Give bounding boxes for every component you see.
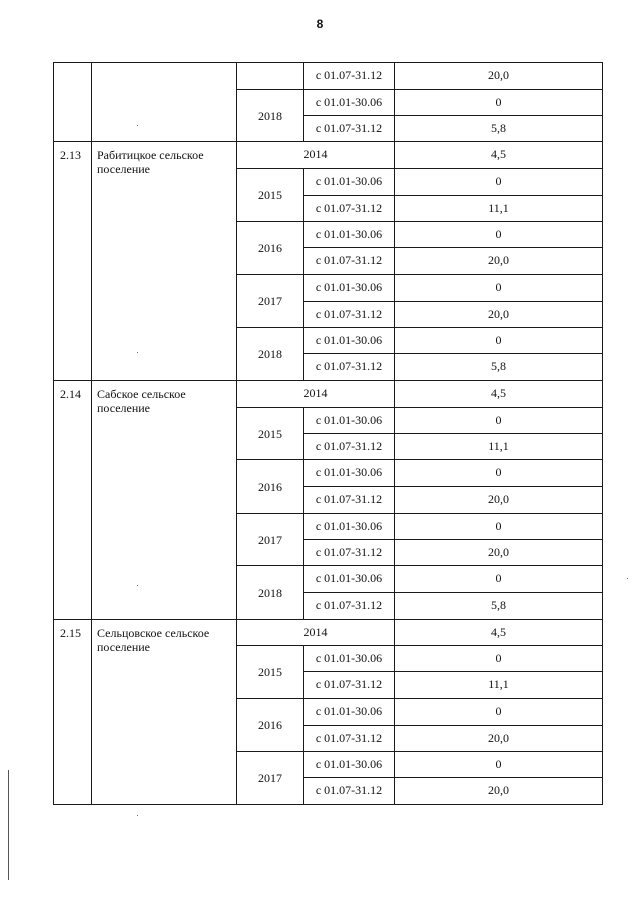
period-cell: с 01.07-31.12 [303,433,394,459]
period-cell: с 01.01-30.06 [303,327,394,353]
rate-cell: 0 [394,221,602,247]
rate-cell: 4,5 [394,380,602,407]
period-cell: с 01.01-30.06 [303,221,394,247]
period-cell: с 01.07-31.12 [303,353,394,380]
row-number-cell: 2.14 [53,380,91,619]
rate-cell: 11,1 [394,433,602,459]
period-cell: с 01.01-30.06 [303,698,394,725]
year-cell: 2015 [236,168,303,221]
period-cell: с 01.07-31.12 [303,301,394,327]
scan-speck [627,578,628,579]
rate-cell: 5,8 [394,592,602,619]
period-cell: с 01.07-31.12 [303,195,394,221]
year-cell: 2018 [236,89,303,141]
year-cell: 2017 [236,274,303,327]
settlement-name-cell: Сельцовское сельское поселение [91,619,236,804]
rate-cell: 0 [394,751,602,777]
period-cell: с 01.07-31.12 [303,115,394,141]
year-cell: 2015 [236,407,303,459]
year-cell: 2014 [236,141,394,168]
year-cell: 2015 [236,645,303,698]
rate-cell: 0 [394,274,602,301]
rate-cell: 20,0 [394,539,602,565]
settlement-name-cell: Сабское сельское поселение [91,380,236,619]
period-cell: с 01.07-31.12 [303,247,394,274]
period-cell: с 01.01-30.06 [303,89,394,115]
year-cell: 2014 [236,380,394,407]
rate-cell: 0 [394,168,602,195]
period-cell: с 01.07-31.12 [303,486,394,513]
scan-speck [137,125,138,126]
period-cell: с 01.01-30.06 [303,751,394,777]
tariff-table [53,62,602,805]
scan-margin-line [8,770,9,880]
rate-cell: 0 [394,513,602,539]
year-cell: 2014 [236,619,394,645]
rate-cell: 5,8 [394,353,602,380]
year-cell: 2016 [236,221,303,274]
period-cell: с 01.01-30.06 [303,459,394,486]
rate-cell: 11,1 [394,671,602,698]
row-number-cell [53,62,91,141]
rate-cell: 0 [394,459,602,486]
rate-cell: 5,8 [394,115,602,141]
period-cell: с 01.01-30.06 [303,565,394,592]
period-cell: с 01.01-30.06 [303,168,394,195]
scan-speck [137,585,138,586]
rate-cell: 11,1 [394,195,602,221]
rate-cell: 20,0 [394,301,602,327]
rate-cell: 0 [394,89,602,115]
rate-cell: 4,5 [394,619,602,645]
year-cell: 2017 [236,513,303,565]
table-right-border [602,62,603,804]
page-number: 8 [316,17,324,31]
rate-cell: 0 [394,407,602,433]
rate-cell: 20,0 [394,725,602,751]
rate-cell: 20,0 [394,486,602,513]
year-cell: 2016 [236,459,303,513]
rate-cell: 0 [394,565,602,592]
rate-cell: 0 [394,698,602,725]
row-number-cell: 2.15 [53,619,91,804]
period-cell: с 01.01-30.06 [303,645,394,671]
year-cell [236,62,303,89]
period-cell: с 01.01-30.06 [303,274,394,301]
year-cell: 2016 [236,698,303,751]
rate-cell: 20,0 [394,777,602,804]
scan-speck [137,352,138,353]
year-cell: 2018 [236,565,303,619]
period-cell: с 01.07-31.12 [303,592,394,619]
year-cell: 2018 [236,327,303,380]
scan-speck [137,815,138,816]
year-cell: 2017 [236,751,303,804]
settlement-name-cell: Рабитицкое сельское поселение [91,141,236,380]
settlement-name-cell [91,62,236,141]
rate-cell: 4,5 [394,141,602,168]
table-bottom-border [53,804,603,805]
rate-cell: 20,0 [394,62,602,89]
period-cell: с 01.01-30.06 [303,407,394,433]
period-cell: с 01.07-31.12 [303,671,394,698]
period-cell: с 01.07-31.12 [303,539,394,565]
period-cell: с 01.07-31.12 [303,62,394,89]
period-cell: с 01.07-31.12 [303,777,394,804]
period-cell: с 01.07-31.12 [303,725,394,751]
period-cell: с 01.01-30.06 [303,513,394,539]
rate-cell: 0 [394,645,602,671]
rate-cell: 0 [394,327,602,353]
rate-cell: 20,0 [394,247,602,274]
row-number-cell: 2.13 [53,141,91,380]
